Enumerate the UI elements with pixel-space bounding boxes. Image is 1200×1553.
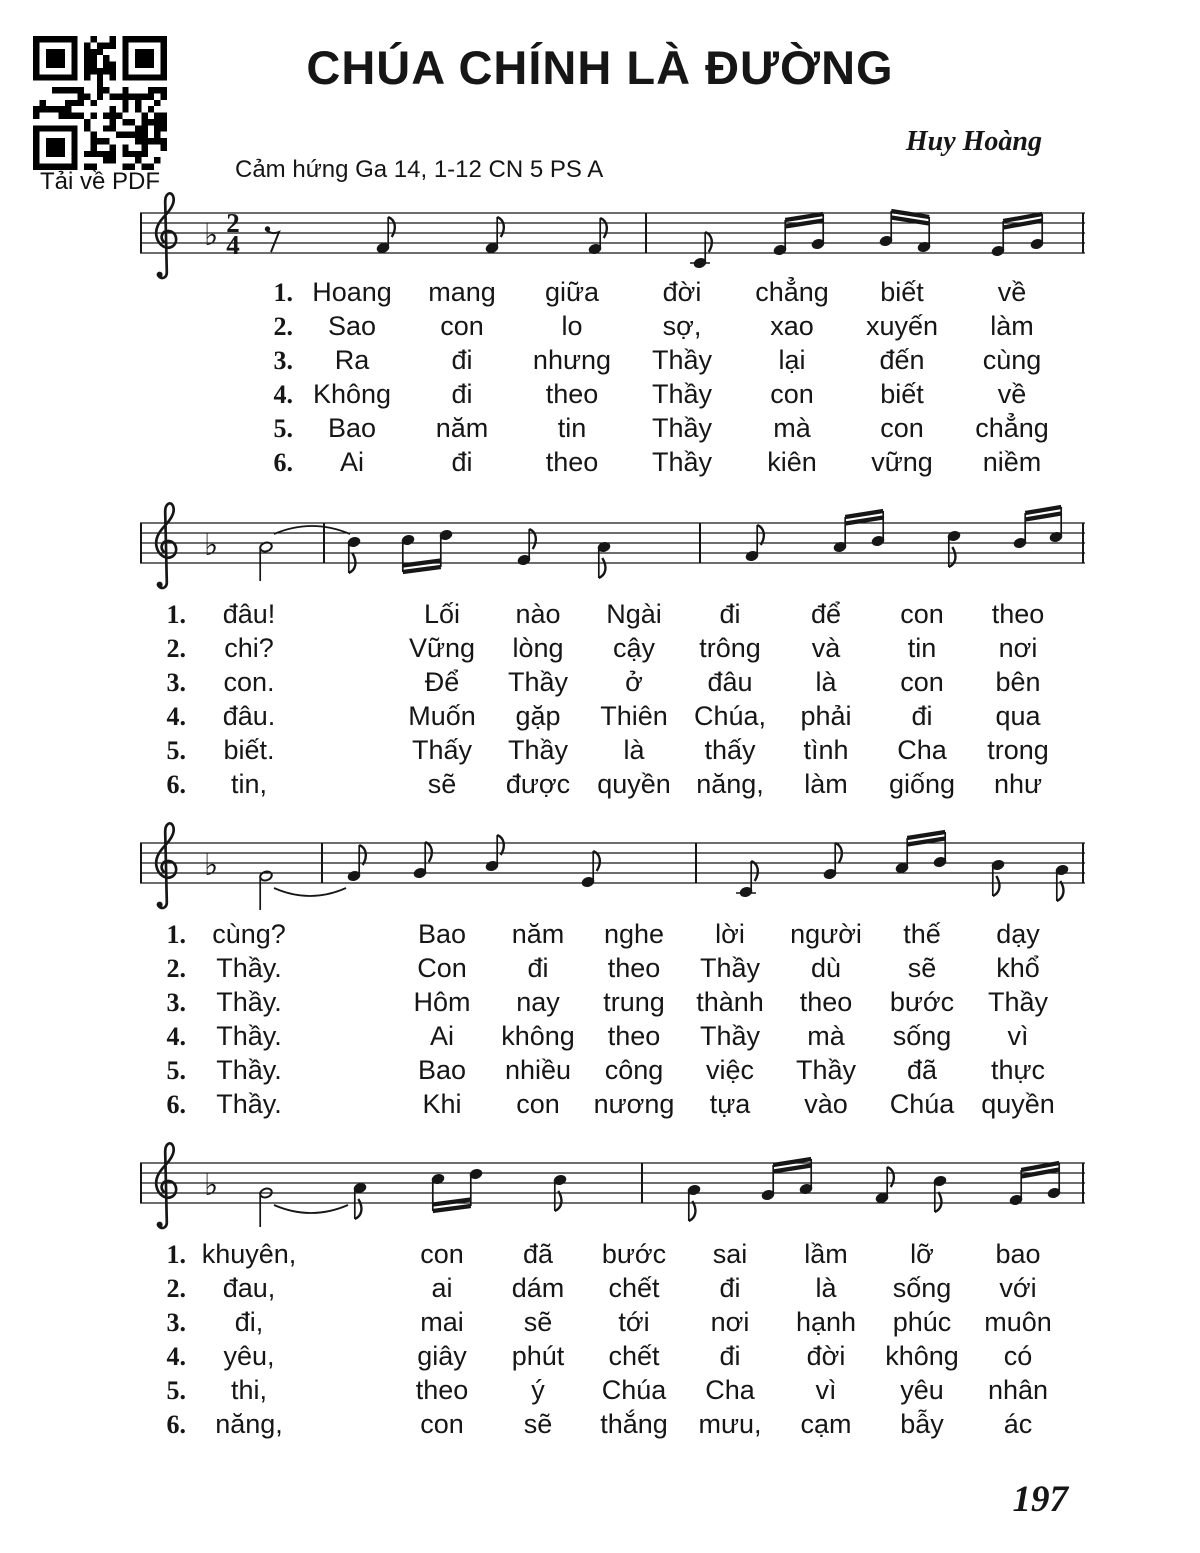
lyric-word: con (420, 1409, 464, 1439)
lyric-word: bước (601, 1239, 667, 1269)
lyric-row (146, 1374, 1066, 1408)
lyric-word: Chúa (601, 1375, 667, 1405)
lyric-word: yêu, (223, 1341, 275, 1371)
lyric-word: qua (995, 701, 1041, 731)
lyric-word: là (815, 1273, 837, 1303)
lyric-word: Thầy (795, 1055, 857, 1085)
column-spacer (308, 768, 394, 802)
lyric-word: quyền (981, 1089, 1055, 1119)
lyric-row (146, 952, 1066, 986)
lyric-word: Cha (705, 1375, 755, 1405)
lyric-word: nơi (710, 1307, 750, 1337)
lyric-word: bẫy (900, 1409, 944, 1439)
lyric-word: Thầy (651, 379, 713, 409)
lyric-word: đến (879, 345, 925, 375)
lyric-word: con (516, 1089, 560, 1119)
lyric-row (255, 344, 1067, 378)
lyric-word: đâu! (222, 599, 276, 629)
column-spacer (308, 1020, 394, 1054)
lyric-word: Ai (339, 447, 364, 477)
lyric-word: đời (662, 277, 702, 307)
lyric-word: mưu, (698, 1409, 762, 1439)
lyric-row (146, 1088, 1066, 1122)
lyric-word: thi, (230, 1375, 268, 1405)
lyric-word: theo (799, 987, 853, 1017)
lyric-word: vì (815, 1375, 837, 1405)
lyric-row (255, 310, 1067, 344)
lyric-word: tựa (709, 1089, 751, 1119)
lyric-word: Con (417, 953, 467, 983)
lyric-word: yêu (900, 1375, 944, 1405)
lyric-word: niềm (982, 447, 1042, 477)
staff-2 (140, 498, 1085, 610)
lyric-word: sẽ (427, 769, 457, 799)
lyric-row (146, 1238, 1066, 1272)
lyric-word: với (999, 1273, 1037, 1303)
lyric-word: sẽ (907, 953, 937, 983)
column-spacer (308, 734, 394, 768)
lyric-word: trong (987, 735, 1049, 765)
verse-block-2 (146, 598, 1066, 802)
verse-number: 5. (166, 1056, 186, 1085)
lyric-word: ai (431, 1273, 453, 1303)
verse-number: 1. (166, 1240, 186, 1269)
lyric-word: nơi (998, 633, 1038, 663)
lyric-row (146, 598, 1066, 632)
lyric-word: đã (522, 1239, 554, 1269)
lyric-word: phúc (892, 1307, 952, 1337)
lyric-word: Khi (422, 1089, 462, 1119)
column-spacer (308, 598, 394, 632)
column-spacer (308, 632, 394, 666)
lyric-row (146, 1340, 1066, 1374)
lyric-row (146, 1020, 1066, 1054)
lyric-word: mai (420, 1307, 464, 1337)
lyric-word: con (900, 667, 944, 697)
lyric-word: chết (608, 1273, 660, 1303)
lyric-word: bên (995, 667, 1041, 697)
lyric-word: người (790, 919, 862, 949)
svg-text:♭: ♭ (204, 848, 219, 883)
svg-text:♭: ♭ (204, 528, 219, 563)
lyric-word: không (885, 1341, 959, 1371)
verse-number: 1. (166, 920, 186, 949)
verse-number: 5. (166, 1376, 186, 1405)
lyric-word: lầm (804, 1239, 848, 1269)
lyric-word: tin (557, 413, 587, 443)
lyric-word: Vững (408, 633, 476, 663)
lyric-word: Hôm (413, 987, 471, 1017)
lyric-word: Không (312, 379, 392, 409)
lyric-word: thực (990, 1055, 1046, 1085)
lyric-word: Thầy (507, 735, 569, 765)
lyric-word: con (440, 311, 484, 341)
lyric-row (255, 412, 1067, 446)
lyric-word: bước (889, 987, 955, 1017)
lyric-word: năm (435, 413, 489, 443)
lyric-word: sống (892, 1021, 952, 1051)
lyric-word: Thầy. (216, 1089, 282, 1119)
lyric-word: là (623, 735, 645, 765)
verse-number: 2. (166, 634, 186, 663)
lyric-word: đi (719, 599, 741, 629)
column-spacer (308, 700, 394, 734)
verse-block-3 (146, 918, 1066, 1122)
lyric-word: Thầy. (216, 987, 282, 1017)
column-spacer (308, 1374, 394, 1408)
lyric-word: bao (995, 1239, 1041, 1269)
lyric-word: làm (804, 769, 848, 799)
lyric-row (146, 666, 1066, 700)
lyric-word: năng, (215, 1409, 283, 1439)
lyric-word: biết (880, 379, 924, 409)
lyric-word: về (997, 379, 1027, 409)
lyric-word: theo (991, 599, 1045, 629)
svg-text:♭: ♭ (204, 1168, 219, 1203)
verse-number: 3. (166, 668, 186, 697)
lyric-word: sẽ (523, 1409, 553, 1439)
lyric-word: theo (607, 953, 661, 983)
lyric-word: sống (892, 1273, 952, 1303)
lyric-word: tin, (230, 769, 268, 799)
lyric-word: làm (990, 311, 1034, 341)
lyric-word: Lối (423, 599, 461, 629)
song-title: CHÚA CHÍNH LÀ ĐƯỜNG (306, 41, 894, 94)
svg-text:4: 4 (226, 230, 240, 260)
lyric-word: chết (608, 1341, 660, 1371)
lyric-word: đã (906, 1055, 938, 1085)
lyric-row (255, 276, 1067, 310)
lyric-word: cùng (982, 345, 1042, 375)
lyric-word: đi (911, 701, 933, 731)
lyric-word: công (604, 1055, 664, 1085)
lyric-word: gặp (515, 701, 561, 731)
verse-number: 4. (273, 380, 293, 409)
column-spacer (308, 1306, 394, 1340)
lyric-word: nay (516, 987, 560, 1017)
qr-download-link[interactable]: Tải về PDF (39, 168, 161, 195)
lyric-word: biết. (223, 735, 275, 765)
lyric-word: đi (451, 345, 473, 375)
lyric-word: chi? (224, 633, 274, 663)
lyric-word: giữa (544, 277, 600, 307)
lyric-row (146, 768, 1066, 802)
lyric-word: đi (527, 953, 549, 983)
column-spacer (308, 1054, 394, 1088)
lyric-word: Thầy. (216, 953, 282, 983)
column-spacer (308, 1340, 394, 1374)
lyric-word: Ngài (606, 599, 662, 629)
lyric-word: lỡ (910, 1239, 934, 1269)
verse-number: 3. (166, 988, 186, 1017)
lyric-word: thành (696, 987, 764, 1017)
lyric-word: Thấy (411, 735, 473, 765)
column-spacer (308, 952, 394, 986)
lyric-word: sợ, (662, 311, 702, 341)
verse-block-1 (255, 276, 1067, 480)
lyric-word: Cha (897, 735, 947, 765)
lyric-word: Thầy (651, 413, 713, 443)
column-spacer (308, 666, 394, 700)
lyric-row (146, 632, 1066, 666)
lyric-word: khuyên, (201, 1239, 297, 1269)
lyric-row (146, 1306, 1066, 1340)
lyric-word: lòng (512, 633, 564, 663)
lyric-word: cùng? (212, 919, 286, 949)
lyric-word: sẽ (523, 1307, 553, 1337)
lyric-word: theo (607, 1021, 661, 1051)
column-spacer (308, 918, 394, 952)
lyric-word: Thầy. (216, 1021, 282, 1051)
lyric-word: lời (715, 919, 745, 949)
lyric-word: đau, (222, 1273, 276, 1303)
column-spacer (308, 1408, 394, 1442)
lyric-word: thế (903, 919, 941, 949)
verse-number: 6. (166, 1090, 186, 1119)
lyric-word: xuyến (865, 311, 939, 341)
verse-number: 6. (166, 1410, 186, 1439)
lyric-word: con. (223, 667, 275, 697)
lyric-word: Muốn (408, 701, 476, 731)
svg-text:♭: ♭ (204, 218, 219, 253)
verse-number: 2. (166, 954, 186, 983)
lyric-word: về (997, 277, 1027, 307)
verse-number: 1. (166, 600, 186, 629)
svg-text:2: 2 (226, 208, 240, 238)
lyric-word: Ai (429, 1021, 454, 1051)
lyric-word: mà (807, 1021, 845, 1051)
lyric-word: đi, (234, 1307, 264, 1337)
lyric-word: không (501, 1021, 575, 1051)
column-spacer (308, 1088, 394, 1122)
lyric-word: vào (804, 1089, 848, 1119)
lyric-word: ý (531, 1375, 545, 1405)
verse-number: 4. (166, 702, 186, 731)
lyric-word: Thiên (600, 701, 668, 731)
lyric-word: đâu. (222, 701, 276, 731)
lyric-word: Thầy (699, 1021, 761, 1051)
lyric-word: Hoang (312, 277, 392, 307)
lyric-word: Thầy (651, 345, 713, 375)
lyric-word: Chúa, (693, 701, 767, 731)
lyric-word: tình (803, 735, 849, 765)
column-spacer (308, 986, 394, 1020)
lyric-row (146, 1408, 1066, 1442)
lyric-word: Sao (327, 311, 377, 341)
lyric-word: có (1003, 1341, 1033, 1371)
lyric-word: hạnh (795, 1307, 857, 1337)
lyric-word: dù (810, 953, 842, 983)
lyric-word: phải (800, 701, 852, 731)
lyric-word: sai (712, 1239, 748, 1269)
lyric-word: và (811, 633, 841, 663)
lyric-word: để (810, 599, 842, 629)
lyric-word: ác (1003, 1409, 1033, 1439)
lyric-word: con (900, 599, 944, 629)
scripture-reference: Cảm hứng Ga 14, 1-12 CN 5 PS A (235, 156, 604, 183)
lyric-word: tin (907, 633, 937, 663)
lyric-word: là (815, 667, 837, 697)
lyric-word: Thầy (699, 953, 761, 983)
lyric-word: chẳng (755, 277, 829, 307)
lyric-row (146, 1272, 1066, 1306)
lyric-row (255, 446, 1067, 480)
lyric-word: theo (415, 1375, 469, 1405)
lyric-word: kiên (767, 447, 817, 477)
lyric-word: muôn (984, 1307, 1052, 1337)
lyric-word: đâu (707, 667, 753, 697)
verse-number: 5. (166, 736, 186, 765)
lyric-word: con (420, 1239, 464, 1269)
verse-number: 6. (273, 448, 293, 477)
lyric-word: nghe (603, 919, 665, 949)
staff-4 (140, 1138, 1085, 1250)
lyric-word: tới (618, 1307, 650, 1337)
lyric-word: mang (428, 277, 496, 307)
staff-3 (140, 818, 1085, 930)
lyric-word: Bao (417, 1055, 467, 1085)
lyric-word: vì (1007, 1021, 1029, 1051)
lyric-word: lo (561, 311, 583, 341)
lyric-word: đời (806, 1341, 846, 1371)
verse-number: 4. (166, 1022, 186, 1051)
lyric-word: cậy (612, 633, 656, 663)
lyric-word: chẳng (975, 413, 1049, 443)
lyric-word: nhưng (532, 345, 612, 375)
lyric-word: con (880, 413, 924, 443)
lyric-word: Thầy (507, 667, 569, 697)
lyric-word: đi (451, 379, 473, 409)
lyric-word: đi (451, 447, 473, 477)
lyric-word: Bao (327, 413, 377, 443)
lyric-word: Ra (334, 345, 370, 375)
verse-number: 5. (273, 414, 293, 443)
verse-number: 3. (273, 346, 293, 375)
lyric-row (255, 378, 1067, 412)
verse-number: 4. (166, 1342, 186, 1371)
lyric-word: nhân (987, 1375, 1049, 1405)
lyric-word: Chúa (889, 1089, 955, 1119)
lyric-word: theo (545, 379, 599, 409)
lyric-word: khổ (996, 953, 1040, 983)
lyric-word: Thầy. (216, 1055, 282, 1085)
lyric-word: Bao (417, 919, 467, 949)
lyric-word: nương (593, 1089, 675, 1119)
lyric-word: cạm (800, 1409, 852, 1439)
verse-number: 6. (166, 770, 186, 799)
lyric-word: thắng (600, 1409, 668, 1439)
lyric-word: dám (511, 1273, 565, 1303)
lyric-word: Để (424, 667, 460, 697)
page-number: 197 (1012, 1479, 1068, 1520)
lyric-word: phút (511, 1341, 565, 1371)
lyric-word: đi (719, 1273, 741, 1303)
lyric-word: nhiều (504, 1055, 572, 1085)
lyric-word: con (770, 379, 814, 409)
lyric-word: vững (871, 447, 933, 477)
verse-number: 3. (166, 1308, 186, 1337)
lyric-word: dạy (996, 919, 1040, 949)
lyric-word: trung (603, 987, 665, 1017)
column-spacer (308, 1272, 394, 1306)
lyric-word: biết (880, 277, 924, 307)
lyric-word: được (505, 769, 571, 799)
lyric-word: thấy (704, 735, 756, 765)
composer-name: Huy Hoàng (905, 126, 1042, 157)
lyric-row (146, 986, 1066, 1020)
lyric-word: giống (888, 769, 956, 799)
lyric-word: năm (511, 919, 565, 949)
lyric-word: năng, (696, 769, 764, 799)
lyric-word: ở (625, 667, 643, 697)
lyric-word: Thầy (987, 987, 1049, 1017)
lyric-row (146, 1054, 1066, 1088)
lyric-word: lại (778, 345, 806, 375)
lyric-word: mà (773, 413, 811, 443)
lyric-word: nào (515, 599, 561, 629)
verse-number: 1. (273, 278, 293, 307)
lyric-row (146, 700, 1066, 734)
lyric-word: như (993, 769, 1043, 799)
verse-number: 2. (166, 1274, 186, 1303)
lyric-row (146, 734, 1066, 768)
lyric-word: theo (545, 447, 599, 477)
verse-block-4 (146, 1238, 1066, 1442)
lyric-row (146, 918, 1066, 952)
lyric-word: xao (770, 311, 814, 341)
lyric-word: việc (705, 1055, 754, 1085)
lyric-word: trông (699, 633, 761, 663)
lyric-word: đi (719, 1341, 741, 1371)
lyric-word: Thầy (651, 447, 713, 477)
lyric-word: giây (417, 1341, 467, 1371)
column-spacer (308, 1238, 394, 1272)
verse-number: 2. (273, 312, 293, 341)
lyric-word: quyền (597, 769, 671, 799)
